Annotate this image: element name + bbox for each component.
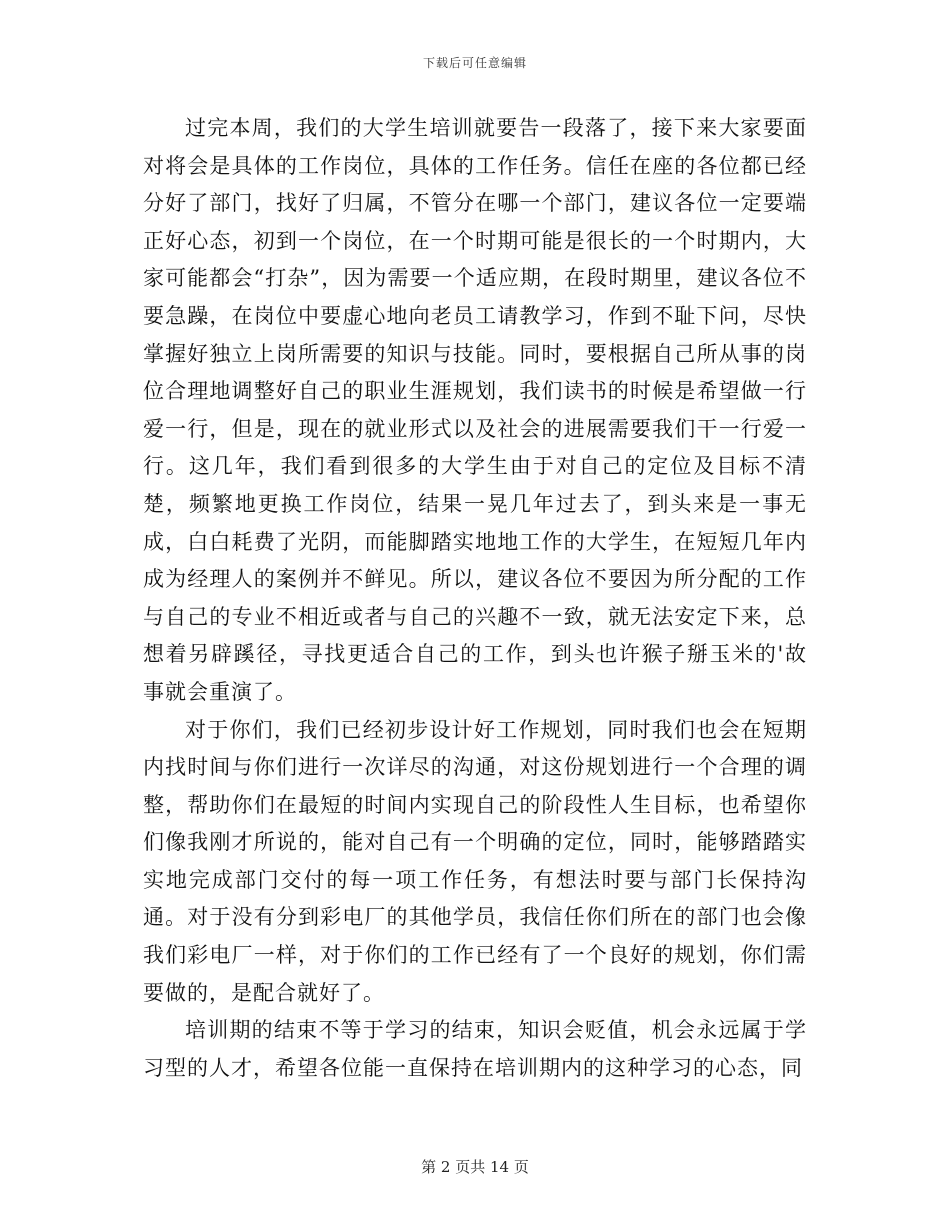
page-number: 第 2 页共 14 页 [421, 1158, 529, 1176]
paragraph-1: 过完本周，我们的大学生培训就要告一段落了，接下来大家要面对将会是具体的工作岗位，具体的工作任务。信任在座的各位都已经分好了部门，找好了归属，不管分在哪一个部门，建议各位一定要端正好心态，初到一个岗位，在一个时期可能是很长的一个时期内，大家可能都会“打杂”，因为需要一个适应期，在段时期里，建议各位不要急躁，在岗位中要虚心地向老员工请教学习，作到不耻下问，尽快掌握好独立上岗所需要的知识与技能。同时，要根据自己所从事的岗位合理地调整好自己的职业生涯规划，我们读书的时候是希望做一行爱一行，但是，现在的就业形式以及社会的进展需要我们干一行爱一行。这几年，我们看到很多的大学生由于对自己的定位及目标不清楚，频繁地更换工作岗位，结果一晃几年过去了，到头来是一事无成，白白耗费了光阴，而能脚踏实地地工作的大学生，在短短几年内成为经理人的案例并不鲜见。所以，建议各位不要因为所分配的工作与自己的专业不相近或者与自己的兴趣不一致，就无法安定下来，总想着另辟蹊径，寻找更适合自己的工作，到头也许猴子掰玉米的'故事就会重演了。 [143, 116, 807, 704]
document-body [143, 110, 807, 1087]
page-header-note: 下载后可任意编辑 [422, 56, 527, 70]
paragraph-2: 对于你们，我们已经初步设计好工作规划，同时我们也会在短期内找时间与你们进行一次详尽的沟通，对这份规划进行一个合理的调整，帮助你们在最短的时间内实现自己的阶段性人生目标，也希望你们像我刚才所说的，能对自己有一个明确的定位，同时，能够踏踏实实地完成部门交付的每一项工作任务，有想法时要与部门长保持沟通。对于没有分到彩电厂的其他学员，我信任你们所在的部门也会像我们彩电厂一样，对于你们的工作已经有了一个良好的规划，你们需要做的，是配合就好了。 [143, 717, 807, 1005]
paragraph-3: 培训期的结束不等于学习的结束，知识会贬值，机会永远属于学习型的人才，希望各位能一直保持在培训期内的这种学习的心态，同 [143, 1018, 807, 1080]
